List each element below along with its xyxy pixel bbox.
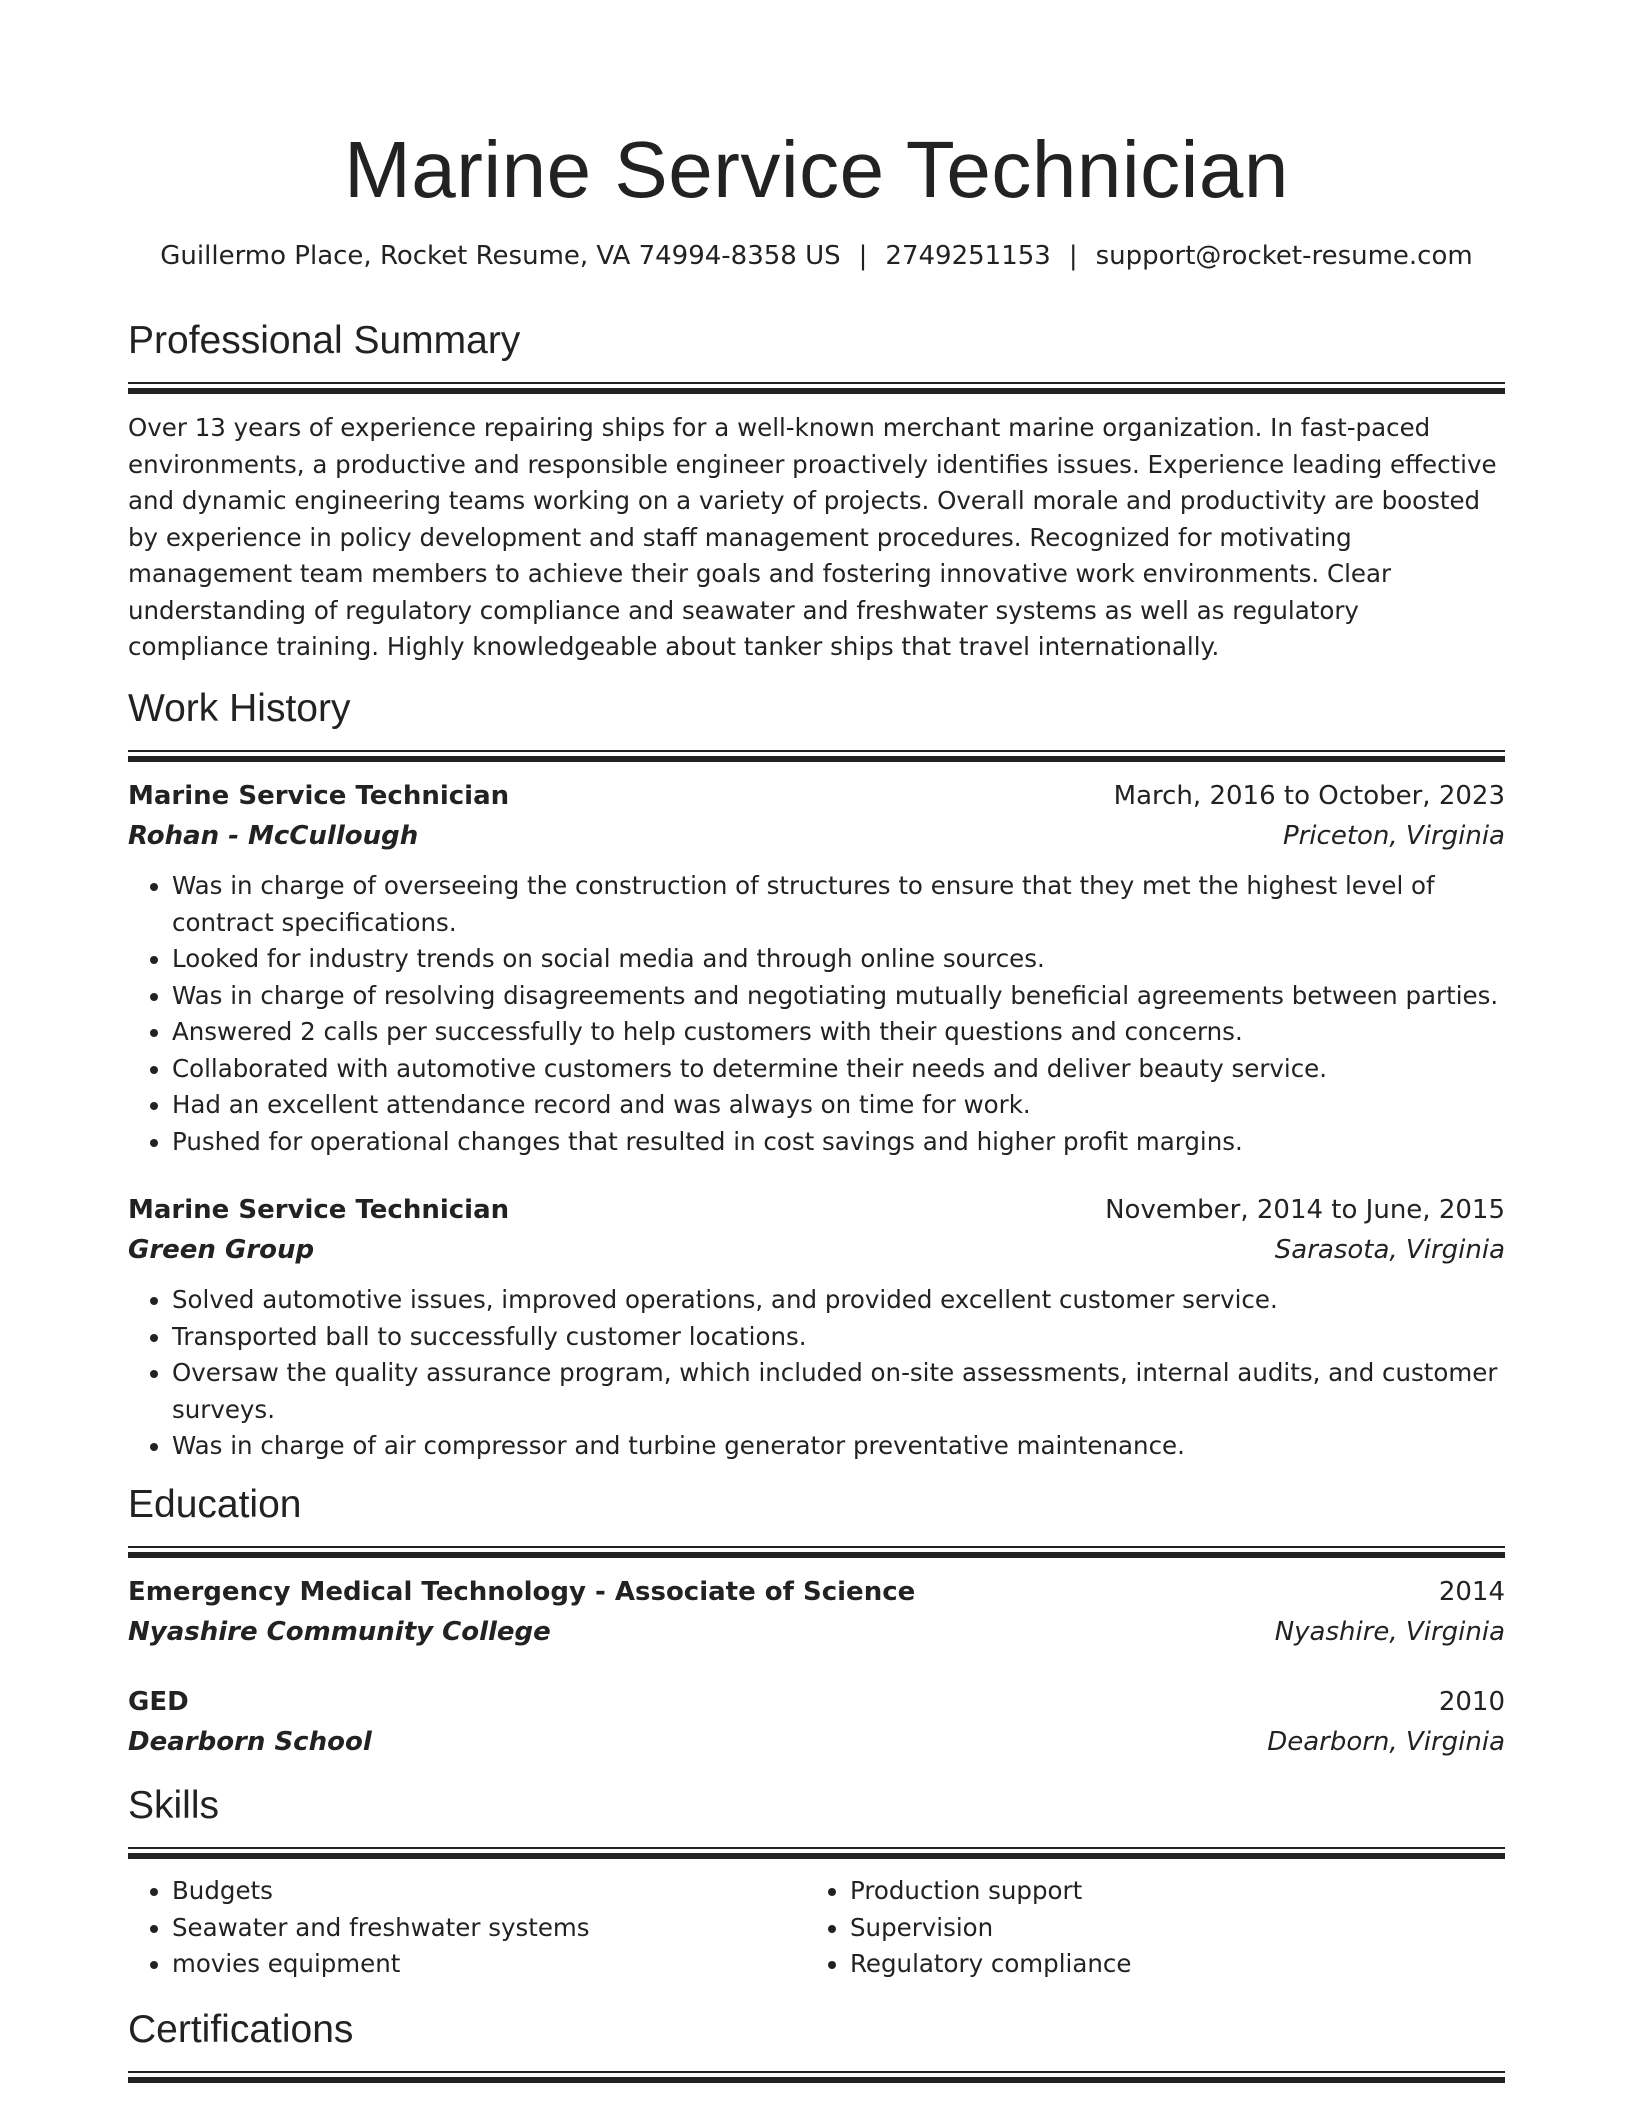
- education-entry: [128, 1682, 1505, 1762]
- job-company: Green Group: [128, 1235, 315, 1265]
- skill-item: • Production support: [850, 1873, 1484, 1910]
- section-heading: Professional Summary: [128, 319, 521, 362]
- job-dates: March, 2016 to October, 2023: [1113, 781, 1505, 811]
- section-rule: [128, 2071, 1505, 2083]
- section-rule: [128, 1546, 1505, 1558]
- section-rule: [128, 750, 1505, 762]
- job-location: Priceton, Virginia: [1282, 821, 1505, 851]
- contact-phone: 2749251153: [885, 241, 1051, 271]
- job-company: Rohan - McCullough: [128, 821, 419, 851]
- summary-section: [128, 316, 1505, 666]
- resume-title: Marine Service Technician: [344, 125, 1289, 214]
- education-school: Nyashire Community College: [128, 1617, 551, 1647]
- job-bullets: [128, 868, 1505, 1160]
- section-heading: Certifications: [128, 2008, 354, 2051]
- list-item: • Answered 2 calls per successfully to help customers with their questions and concerns.: [172, 1014, 1505, 1051]
- job-location: Sarasota, Virginia: [1274, 1235, 1505, 1265]
- skills-list-right: [806, 1873, 1484, 1983]
- job-role: Marine Service Technician: [128, 1195, 510, 1225]
- contact-line: [128, 238, 1505, 274]
- job-role: Marine Service Technician: [128, 781, 510, 811]
- education-degree: GED: [128, 1687, 189, 1717]
- section-heading: Work History: [128, 687, 351, 730]
- job-bullets: [128, 1282, 1505, 1465]
- education-year: 2010: [1438, 1687, 1505, 1717]
- section-heading: Skills: [128, 1784, 220, 1827]
- skills-columns: [128, 1873, 1505, 1983]
- list-item: • Had an excellent attendance record and was always on time for work.: [172, 1087, 1505, 1124]
- summary-text: Over 13 years of experience repairing ships for a well-known merchant marine organization. In fast-paced environments, a productive and responsible engineer proactively identifies issues. Experience leading effective and dynamic engineering teams working on a variety of projects. Overall morale and productivity are boosted by experience in policy development and staff management procedures. Recognized for motivating management team members to achieve their goals and fostering innovative work environments. Clear understanding of regulatory compliance and seawater and freshwater systems as well as regulatory compliance training. Highly knowledgeable about tanker ships that travel internationally.: [128, 413, 1497, 661]
- job-entry: [128, 1190, 1505, 1465]
- certifications-section: [128, 2005, 1505, 2083]
- skill-item: • Seawater and freshwater systems: [172, 1910, 806, 1947]
- work-history-section: [128, 684, 1505, 1465]
- education-school: Dearborn School: [128, 1727, 372, 1757]
- education-location: Dearborn, Virginia: [1267, 1727, 1505, 1757]
- contact-address: Guillermo Place, Rocket Resume, VA 74994-8358 US: [160, 241, 841, 271]
- skill-item: • movies equipment: [172, 1946, 806, 1983]
- list-item: • Collaborated with automotive customers to determine their needs and deliver beauty service.: [172, 1051, 1505, 1088]
- list-item: • Was in charge of air compressor and turbine generator preventative maintenance.: [172, 1428, 1505, 1465]
- section-rule: [128, 382, 1505, 394]
- list-item: • Solved automotive issues, improved operations, and provided excellent customer service.: [172, 1282, 1505, 1319]
- education-degree: Emergency Medical Technology - Associate of Science: [128, 1577, 916, 1607]
- list-item: • Oversaw the quality assurance program, which included on-site assessments, internal audits, and customer surveys.: [172, 1355, 1505, 1428]
- section-heading: Education: [128, 1483, 302, 1526]
- contact-separator: |: [1068, 241, 1078, 271]
- skill-item: • Budgets: [172, 1873, 806, 1910]
- section-rule: [128, 1847, 1505, 1859]
- education-location: Nyashire, Virginia: [1274, 1617, 1505, 1647]
- job-dates: November, 2014 to June, 2015: [1105, 1195, 1505, 1225]
- education-entry: [128, 1572, 1505, 1652]
- education-section: [128, 1480, 1505, 1762]
- contact-email: support@rocket-resume.com: [1095, 241, 1473, 271]
- skill-item: • Regulatory compliance: [850, 1946, 1484, 1983]
- list-item: • Pushed for operational changes that resulted in cost savings and higher profit margins.: [172, 1124, 1505, 1161]
- skills-list-left: [128, 1873, 806, 1983]
- list-item: • Transported ball to successfully customer locations.: [172, 1319, 1505, 1356]
- skill-item: • Supervision: [850, 1910, 1484, 1947]
- list-item: • Was in charge of overseeing the construction of structures to ensure that they met the highest level of contract specifications.: [172, 868, 1505, 941]
- job-entry: [128, 776, 1505, 1160]
- skills-section: [128, 1781, 1505, 1983]
- education-year: 2014: [1438, 1577, 1505, 1607]
- list-item: • Looked for industry trends on social media and through online sources.: [172, 941, 1505, 978]
- list-item: • Was in charge of resolving disagreements and negotiating mutually beneficial agreements between parties.: [172, 978, 1505, 1015]
- contact-separator: |: [858, 241, 868, 271]
